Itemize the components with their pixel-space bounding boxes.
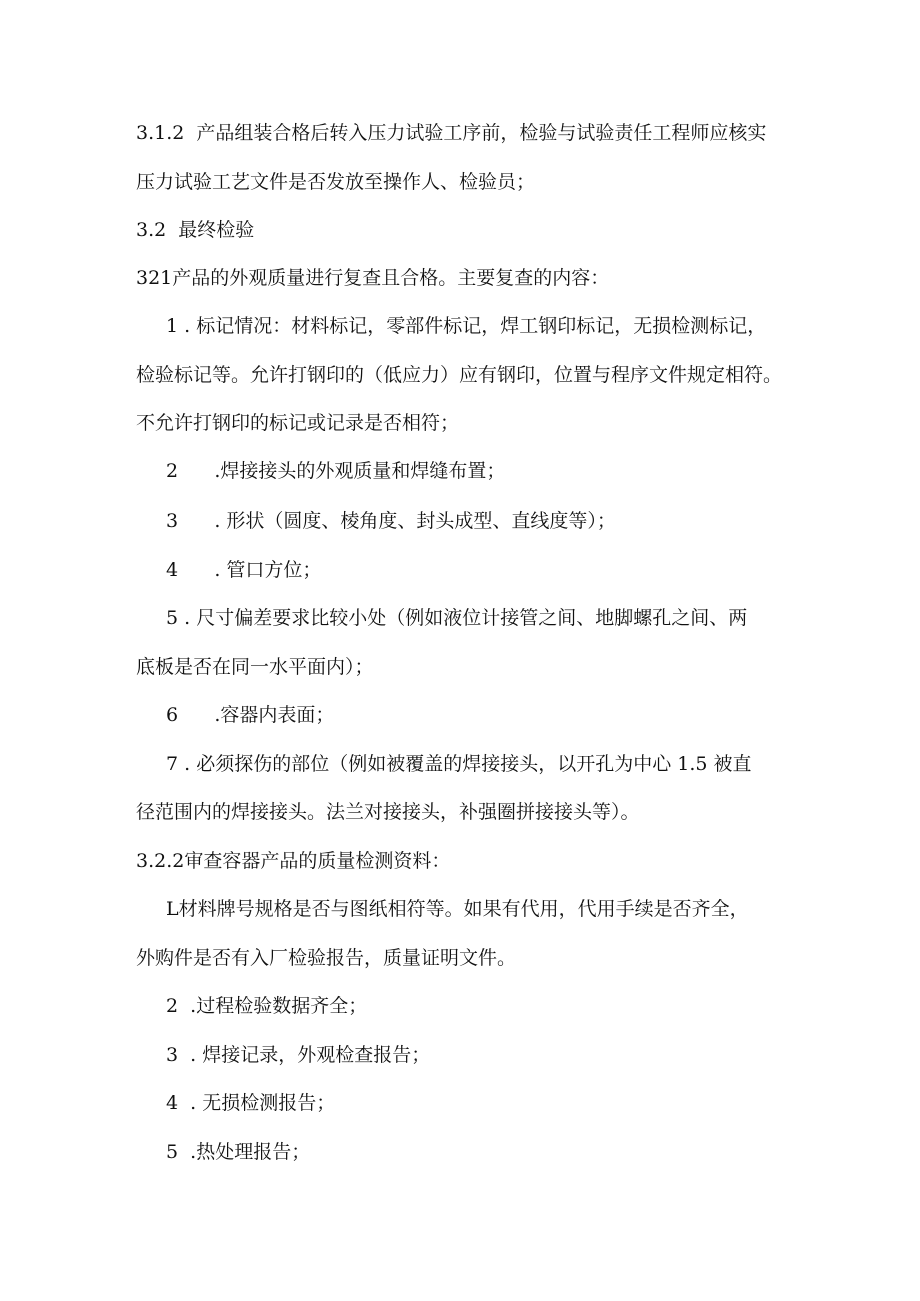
paragraph-line: 径范围内的焊接接头。法兰对接接头，补强圈拼接接头等）。 <box>136 801 640 823</box>
list-item: 6 .容器内表面； <box>166 704 335 726</box>
section-heading: 3.2 最终检验 <box>136 219 255 241</box>
paragraph-line: 3.1.2 产品组装合格后转入压力试验工序前，检验与试验责任工程师应核实 <box>136 122 767 144</box>
list-item: 3 . 焊接记录，外观检查报告； <box>166 1044 431 1066</box>
list-item: 4 . 无损检测报告； <box>166 1092 336 1114</box>
paragraph-line: 外购件是否有入厂检验报告，质量证明文件。 <box>136 947 517 969</box>
list-item: 2 .过程检验数据齐全； <box>166 995 368 1017</box>
list-item: L材料牌号规格是否与图纸相符等。如果有代用，代用手续是否齐全， <box>166 898 749 920</box>
list-item: 3 . 形状（圆度、棱角度、封头成型、直线度等）； <box>166 510 616 532</box>
list-item: 2 .焊接接头的外观质量和焊缝布置； <box>166 460 506 482</box>
list-item: 7 . 必须探伤的部位（例如被覆盖的焊接接头，以开孔为中心 1.5 被直 <box>166 753 752 775</box>
list-item: 4 . 管口方位； <box>166 559 322 581</box>
list-item: 1 . 标记情况：材料标记，零部件标记，焊工钢印标记，无损检测标记， <box>166 315 767 337</box>
paragraph-line: 压力试验工艺文件是否发放至操作人、检验员； <box>136 171 536 193</box>
section-heading: 3.2.2审查容器产品的质量检测资料： <box>136 850 451 872</box>
paragraph-line: 321产品的外观质量进行复查且合格。主要复查的内容： <box>136 267 610 289</box>
paragraph-line: 不允许打钢印的标记或记录是否相符； <box>136 412 460 434</box>
list-item: 5 . 尺寸偏差要求比较小处（例如液位计接管之间、地脚螺孔之间、两 <box>166 607 748 629</box>
paragraph-line: 底板是否在同一水平面内）； <box>136 656 374 678</box>
list-item: 5 .热处理报告； <box>166 1141 311 1163</box>
paragraph-line: 检验标记等。允许打钢印的（低应力）应有钢印，位置与程序文件规定相符。 <box>136 364 783 386</box>
